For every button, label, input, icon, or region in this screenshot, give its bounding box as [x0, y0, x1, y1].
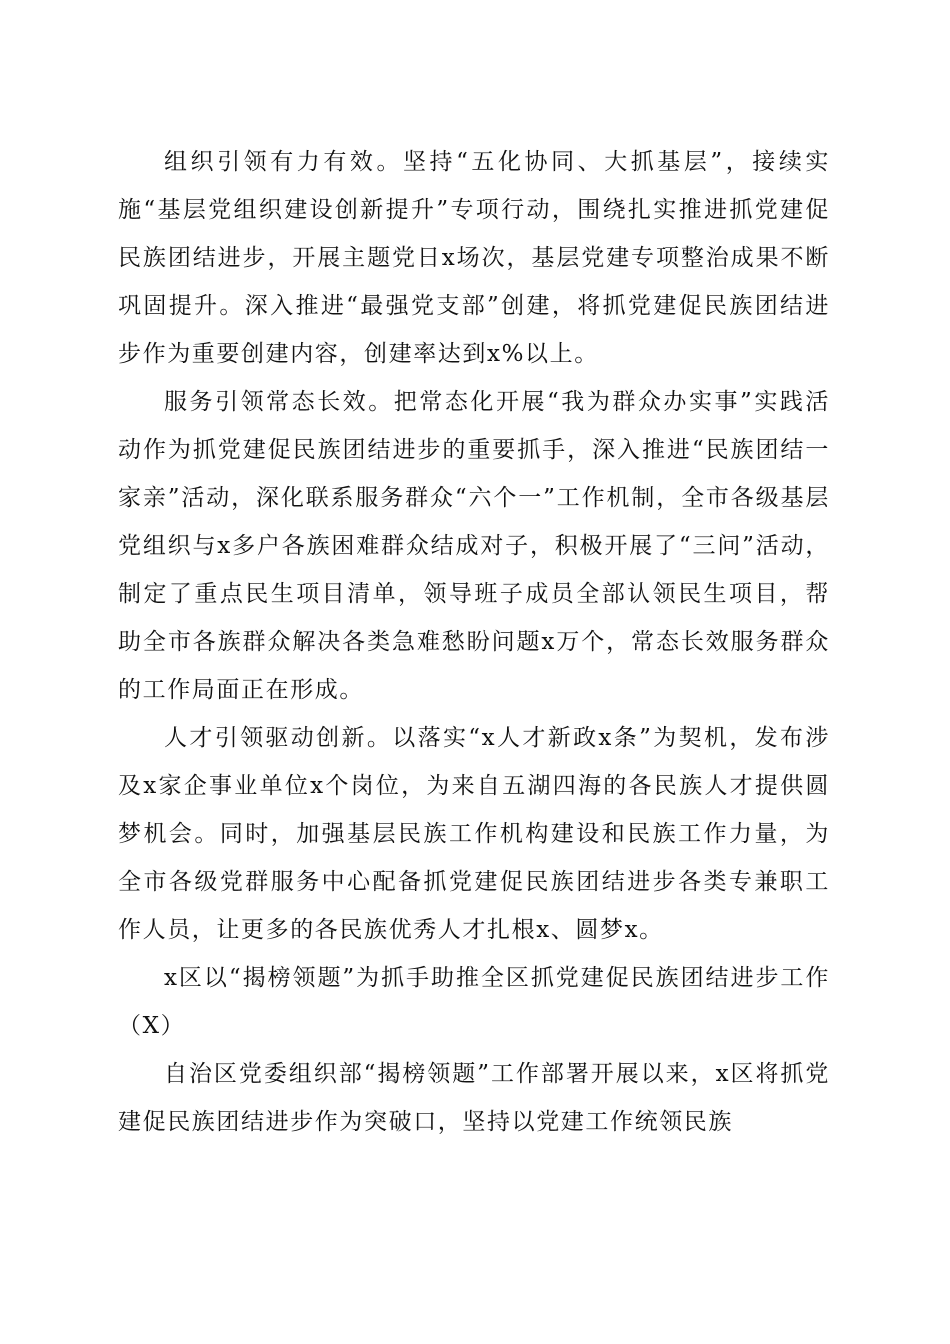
paragraph-district-intro: 自治区党委组织部“揭榜领题”工作部署开展以来，x区将抓党建促民族团结进步作为突破口，坚持以党建工作统领民族 [118, 1061, 830, 1135]
section-heading: x区以“揭榜领题”为抓手助推全区抓党建促民族团结进步工作（X） [118, 965, 830, 1039]
document-page [118, 138, 830, 1146]
paragraph-talent-leadership: 人才引领驱动创新。以落实“x人才新政x条”为契机，发布涉及x家企事业单位x个岗位，为来自五湖四海的各民族人才提供圆梦机会。同时，加强基层民族工作机构建设和民族工作力量，为全市各级党群服务中心配备抓党建促民族团结进步各类专兼职工作人员，让更多的各民族优秀人才扎根x、圆梦x。 [118, 725, 830, 943]
paragraph-organization-leadership: 组织引领有力有效。坚持“五化协同、大抓基层”，接续实施“基层党组织建设创新提升”专项行动，围绕扎实推进抓党建促民族团结进步，开展主题党日x场次，基层党建专项整治成果不断巩固提升。深入推进“最强党支部”创建，将抓党建促民族团结进步作为重要创建内容，创建率达到x%以上。 [118, 149, 830, 367]
paragraph-service-leadership: 服务引领常态长效。把常态化开展“我为群众办实事”实践活动作为抓党建促民族团结进步的重要抓手，深入推进“民族团结一家亲”活动，深化联系服务群众“六个一”工作机制，全市各级基层党组织与x多户各族困难群众结成对子，积极开展了“三问”活动，制定了重点民生项目清单，领导班子成员全部认领民生项目，帮助全市各族群众解决各类急难愁盼问题x万个，常态长效服务群众的工作局面正在形成。 [118, 389, 830, 703]
